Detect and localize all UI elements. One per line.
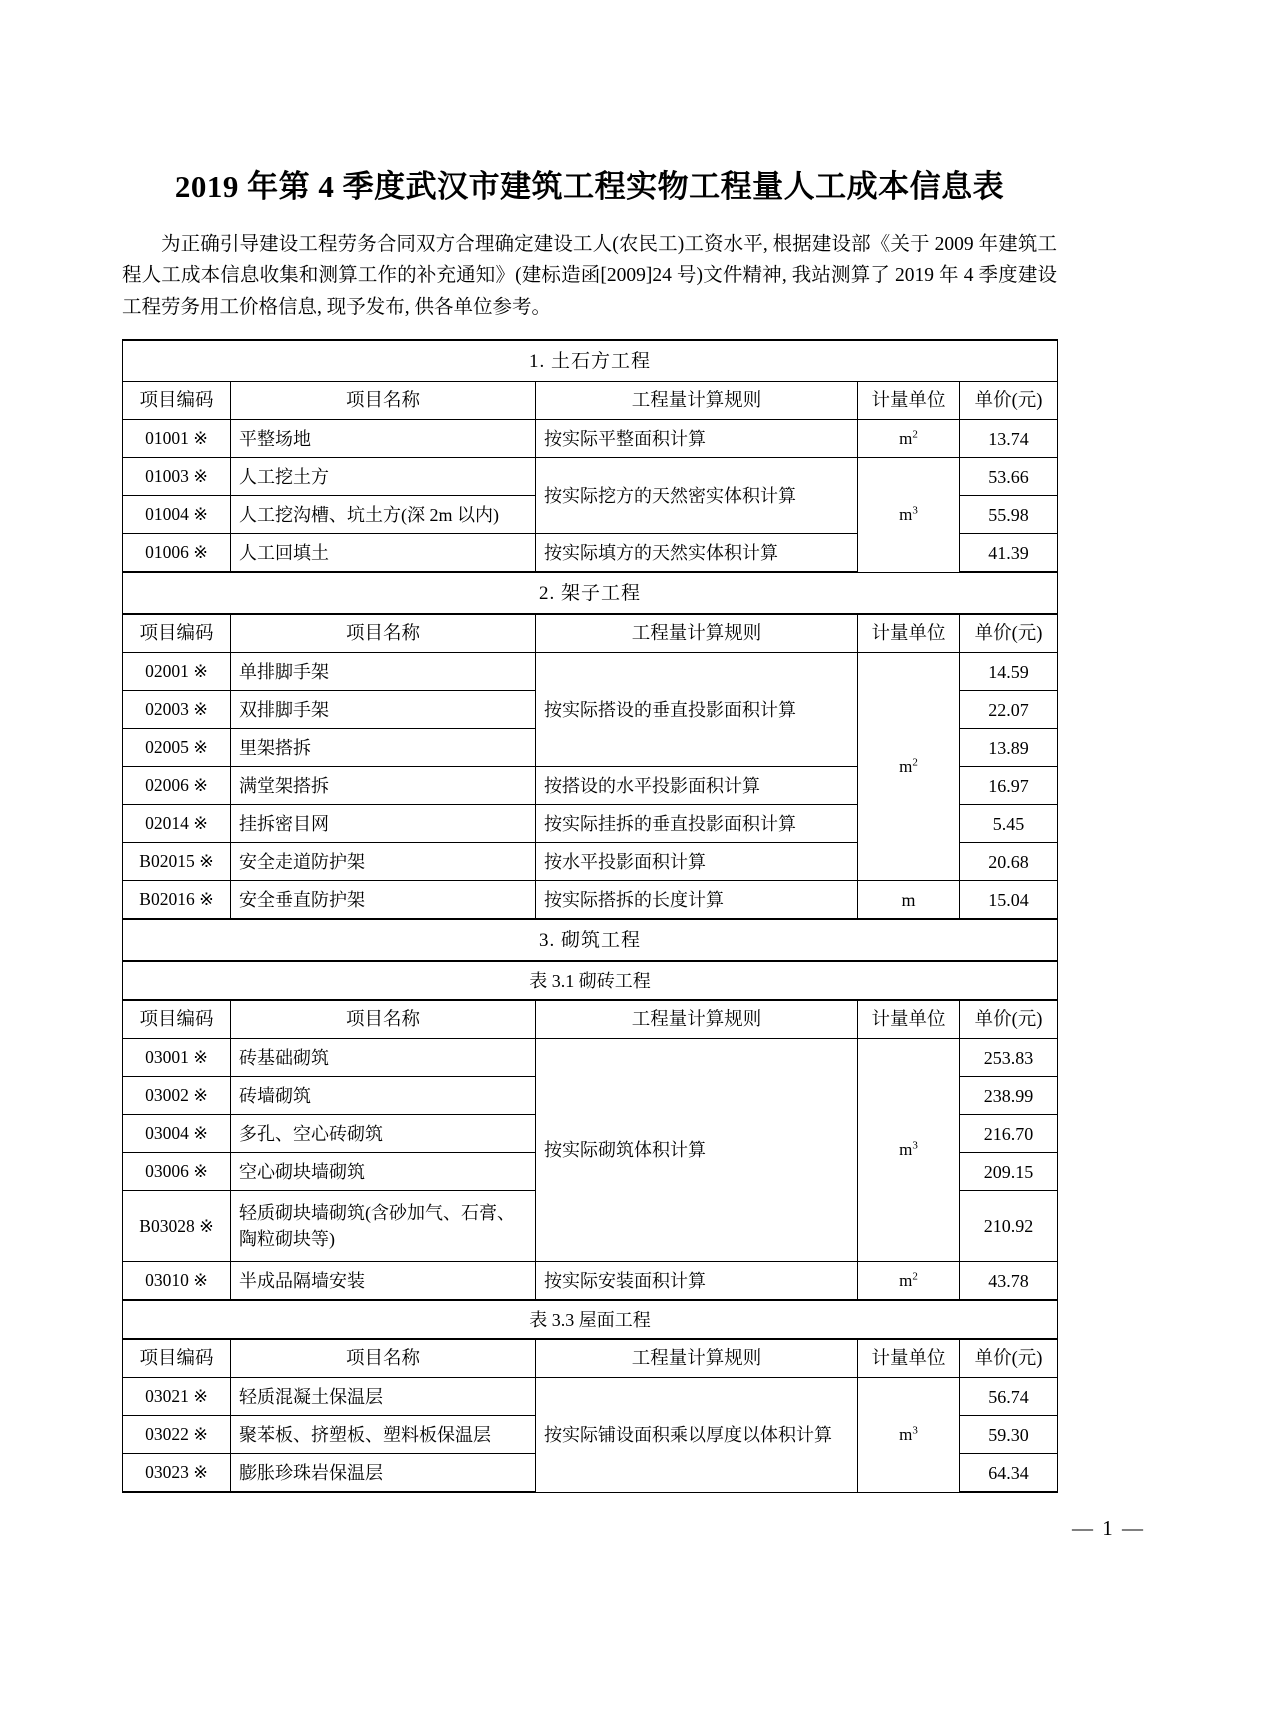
cell-code: 02014 ※ xyxy=(123,805,231,843)
table-row xyxy=(123,420,1058,458)
document-body xyxy=(122,168,1057,1493)
cell-price: 216.70 xyxy=(960,1115,1058,1153)
col-header-price: 单价(元) xyxy=(960,1339,1058,1378)
cell-rule: 按实际平整面积计算 xyxy=(536,420,858,458)
cell-rule: 按实际砌筑体积计算 xyxy=(536,1039,858,1262)
cell-rule: 按实际挂拆的垂直投影面积计算 xyxy=(536,805,858,843)
section-title: 1. 土石方工程 xyxy=(123,340,1058,382)
cell-rule: 按实际挖方的天然密实体积计算 xyxy=(536,458,858,534)
col-header-rule: 工程量计算规则 xyxy=(536,1339,858,1378)
cell-rule: 按实际搭拆的长度计算 xyxy=(536,881,858,920)
col-header-unit: 计量单位 xyxy=(858,382,960,420)
col-header-price: 单价(元) xyxy=(960,614,1058,653)
cell-price: 20.68 xyxy=(960,843,1058,881)
cell-code: 03022 ※ xyxy=(123,1416,231,1454)
subsection-heading-row xyxy=(123,961,1058,1000)
section-heading-row xyxy=(123,572,1058,614)
col-header-code: 项目编码 xyxy=(123,1000,231,1039)
cell-code: 03023 ※ xyxy=(123,1454,231,1493)
cell-code: 01004 ※ xyxy=(123,496,231,534)
cell-unit: m xyxy=(858,881,960,920)
cell-code: 03002 ※ xyxy=(123,1077,231,1115)
cost-information-table xyxy=(122,339,1058,1493)
section-title: 2. 架子工程 xyxy=(123,572,1058,614)
col-header-code: 项目编码 xyxy=(123,614,231,653)
cell-price: 53.66 xyxy=(960,458,1058,496)
cell-price: 16.97 xyxy=(960,767,1058,805)
col-header-code: 项目编码 xyxy=(123,1339,231,1378)
cell-name: 平整场地 xyxy=(231,420,536,458)
cell-name: 空心砌块墙砌筑 xyxy=(231,1153,536,1191)
cell-name: 多孔、空心砖砌筑 xyxy=(231,1115,536,1153)
cell-unit: $m^3$ xyxy=(858,1378,960,1493)
cell-price: 56.74 xyxy=(960,1378,1058,1416)
table-row xyxy=(123,881,1058,920)
cell-name: 轻质砌块墙砌筑(含砂加气、石膏、陶粒砌块等) xyxy=(231,1191,536,1262)
cell-price: 238.99 xyxy=(960,1077,1058,1115)
cell-price: 209.15 xyxy=(960,1153,1058,1191)
cell-price: 43.78 xyxy=(960,1262,1058,1301)
table-row xyxy=(123,458,1058,496)
cell-name: 里架搭拆 xyxy=(231,729,536,767)
cell-rule: 按实际填方的天然实体积计算 xyxy=(536,534,858,573)
cell-price: 253.83 xyxy=(960,1039,1058,1077)
cell-price: 22.07 xyxy=(960,691,1058,729)
cell-price: 15.04 xyxy=(960,881,1058,920)
cell-name: 砖基础砌筑 xyxy=(231,1039,536,1077)
section-heading-row xyxy=(123,919,1058,961)
cell-name: 人工回填土 xyxy=(231,534,536,573)
cell-name: 轻质混凝土保温层 xyxy=(231,1378,536,1416)
cell-code: 03021 ※ xyxy=(123,1378,231,1416)
cell-code: B03028 ※ xyxy=(123,1191,231,1262)
cell-unit: $m^2$ xyxy=(858,420,960,458)
col-header-name: 项目名称 xyxy=(231,382,536,420)
cell-name: 人工挖土方 xyxy=(231,458,536,496)
column-header-row xyxy=(123,1339,1058,1378)
table-row xyxy=(123,1378,1058,1416)
table-row xyxy=(123,1262,1058,1301)
subsection-title: 表 3.1 砌砖工程 xyxy=(123,961,1058,1000)
cell-name: 半成品隔墙安装 xyxy=(231,1262,536,1301)
col-header-price: 单价(元) xyxy=(960,1000,1058,1039)
cell-name: 人工挖沟槽、坑土方(深 2m 以内) xyxy=(231,496,536,534)
cell-price: 13.74 xyxy=(960,420,1058,458)
col-header-name: 项目名称 xyxy=(231,1339,536,1378)
cell-rule: 按实际搭设的垂直投影面积计算 xyxy=(536,653,858,767)
cell-code: 02006 ※ xyxy=(123,767,231,805)
column-header-row xyxy=(123,614,1058,653)
page-number: — 1 — xyxy=(1072,1516,1145,1540)
cell-name: 安全走道防护架 xyxy=(231,843,536,881)
section-heading-row xyxy=(123,340,1058,382)
cell-name: 安全垂直防护架 xyxy=(231,881,536,920)
cell-unit: $m^2$ xyxy=(858,653,960,881)
col-header-unit: 计量单位 xyxy=(858,1339,960,1378)
col-header-rule: 工程量计算规则 xyxy=(536,614,858,653)
cell-code: 02003 ※ xyxy=(123,691,231,729)
table-row xyxy=(123,1039,1058,1077)
cell-name: 挂拆密目网 xyxy=(231,805,536,843)
cell-code: 03004 ※ xyxy=(123,1115,231,1153)
cell-name: 聚苯板、挤塑板、塑料板保温层 xyxy=(231,1416,536,1454)
col-header-name: 项目名称 xyxy=(231,614,536,653)
page-title: 2019 年第 4 季度武汉市建筑工程实物工程量人工成本信息表 xyxy=(174,169,1005,204)
cell-price: 64.34 xyxy=(960,1454,1058,1493)
lead-paragraph: 为正确引导建设工程劳务合同双方合理确定建设工人(农民工)工资水平, 根据建设部《关于 2009 年建筑工程人工成本信息收集和测算工作的补充通知》(建标造函[2009]24 号)文件精神, 我站测算了 2019 年 4 季度建设工程劳务用工价格信息, 现予发布, 供各单位参考。 xyxy=(122,233,1057,318)
cell-code: 03010 ※ xyxy=(123,1262,231,1301)
cell-code: 02001 ※ xyxy=(123,653,231,691)
cell-price: 55.98 xyxy=(960,496,1058,534)
cell-name: 膨胀珍珠岩保温层 xyxy=(231,1454,536,1493)
table-row xyxy=(123,653,1058,691)
col-header-rule: 工程量计算规则 xyxy=(536,382,858,420)
cell-name: 满堂架搭拆 xyxy=(231,767,536,805)
cell-price: 41.39 xyxy=(960,534,1058,573)
cell-unit: $m^3$ xyxy=(858,458,960,573)
cell-code: 01001 ※ xyxy=(123,420,231,458)
cell-code: 03006 ※ xyxy=(123,1153,231,1191)
subsection-heading-row xyxy=(123,1300,1058,1339)
cell-rule: 按实际安装面积计算 xyxy=(536,1262,858,1301)
cell-name: 砖墙砌筑 xyxy=(231,1077,536,1115)
cell-unit: $m^3$ xyxy=(858,1039,960,1262)
cell-rule: 按实际铺设面积乘以厚度以体积计算 xyxy=(536,1378,858,1493)
col-header-code: 项目编码 xyxy=(123,382,231,420)
col-header-rule: 工程量计算规则 xyxy=(536,1000,858,1039)
cell-code: B02015 ※ xyxy=(123,843,231,881)
cell-price: 210.92 xyxy=(960,1191,1058,1262)
cell-code: 01006 ※ xyxy=(123,534,231,573)
cell-unit: $m^2$ xyxy=(858,1262,960,1301)
subsection-title: 表 3.3 屋面工程 xyxy=(123,1300,1058,1339)
cell-code: 01003 ※ xyxy=(123,458,231,496)
cell-price: 14.59 xyxy=(960,653,1058,691)
cell-rule: 按搭设的水平投影面积计算 xyxy=(536,767,858,805)
cell-code: B02016 ※ xyxy=(123,881,231,920)
cell-price: 13.89 xyxy=(960,729,1058,767)
col-header-name: 项目名称 xyxy=(231,1000,536,1039)
cell-rule: 按水平投影面积计算 xyxy=(536,843,858,881)
cell-code: 03001 ※ xyxy=(123,1039,231,1077)
cell-code: 02005 ※ xyxy=(123,729,231,767)
cell-price: 5.45 xyxy=(960,805,1058,843)
col-header-unit: 计量单位 xyxy=(858,614,960,653)
column-header-row xyxy=(123,1000,1058,1039)
col-header-price: 单价(元) xyxy=(960,382,1058,420)
cell-name: 双排脚手架 xyxy=(231,691,536,729)
section-title: 3. 砌筑工程 xyxy=(123,919,1058,961)
col-header-unit: 计量单位 xyxy=(858,1000,960,1039)
column-header-row xyxy=(123,382,1058,420)
cell-name: 单排脚手架 xyxy=(231,653,536,691)
cell-price: 59.30 xyxy=(960,1416,1058,1454)
